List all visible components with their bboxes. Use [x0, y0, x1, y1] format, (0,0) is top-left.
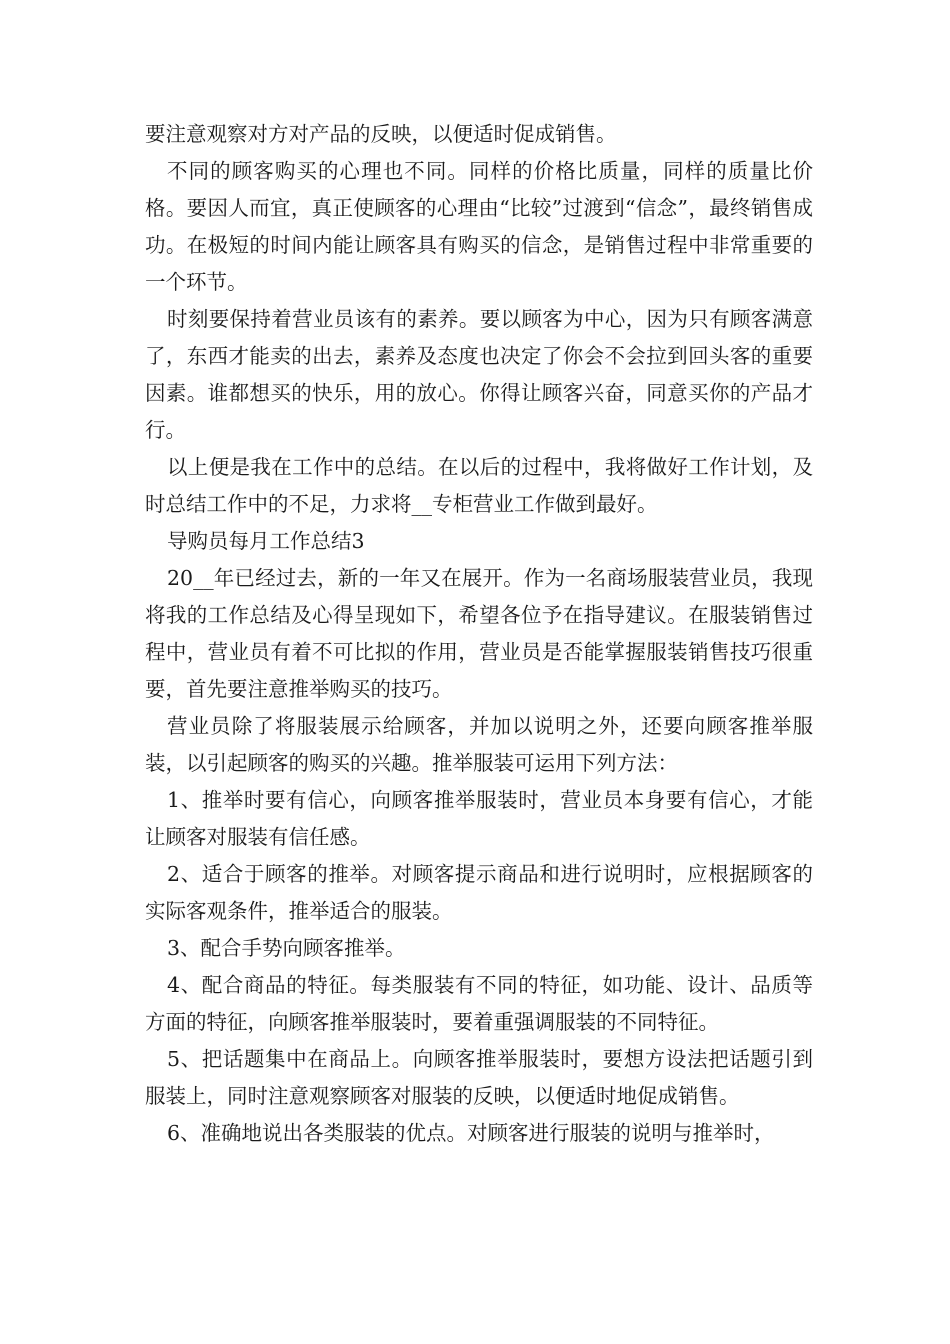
list-item-2: 2、适合于顾客的推举。对顾客提示商品和进行说明时，应根据顾客的实际客观条件，推举适合的服装。	[145, 862, 813, 923]
paragraph-1: 要注意观察对方对产品的反映，以便适时促成销售。	[145, 122, 617, 146]
paragraph-2: 不同的顾客购买的心理也不同。同样的价格比质量，同样的质量比价格。要因人而宜，真正使顾客的心理由“比较”过渡到“信念”，最终销售成功。在极短的时间内能让顾客具有购买的信念，是销售过程中非常重要的一个环节。	[145, 159, 813, 294]
list-item-3: 3、配合手势向顾客推举。	[167, 936, 406, 960]
list-item-1: 1、推举时要有信心，向顾客推举服装时，营业员本身要有信心，才能让顾客对服装有信任感。	[145, 788, 813, 849]
paragraph-4: 以上便是我在工作中的总结。在以后的过程中，我将做好工作计划，及时总结工作中的不足，力求将__专柜营业工作做到最好。	[145, 455, 813, 516]
paragraph-3: 时刻要保持着营业员该有的素养。要以顾客为中心，因为只有顾客满意了，东西才能卖的出去，素养及态度也决定了你会不会拉到回头客的重要因素。谁都想买的快乐，用的放心。你得让顾客兴奋，同意买你的产品才行。	[145, 307, 813, 442]
paragraph-6: 20__年已经过去，新的一年又在展开。作为一名商场服装营业员，我现将我的工作总结及心得呈现如下，希望各位予在指导建议。在服装销售过程中，营业员有着不可比拟的作用，营业员是否能掌握服装销售技巧很重要，首先要注意推举购买的技巧。	[145, 566, 813, 701]
list-item-4: 4、配合商品的特征。每类服装有不同的特征，如功能、设计、品质等方面的特征，向顾客推举服装时，要着重强调服装的不同特征。	[145, 973, 813, 1034]
list-item-6: 6、准确地说出各类服装的优点。对顾客进行服装的说明与推举时，	[167, 1121, 775, 1145]
list-item-5: 5、把话题集中在商品上。向顾客推举服装时，要想方设法把话题引到服装上，同时注意观察顾客对服装的反映，以便适时地促成销售。	[145, 1047, 813, 1108]
document-body	[145, 116, 813, 1152]
section-heading: 导购员每月工作总结3	[167, 529, 365, 553]
paragraph-7: 营业员除了将服装展示给顾客，并加以说明之外，还要向顾客推举服装，以引起顾客的购买的兴趣。推举服装可运用下列方法：	[145, 714, 813, 775]
